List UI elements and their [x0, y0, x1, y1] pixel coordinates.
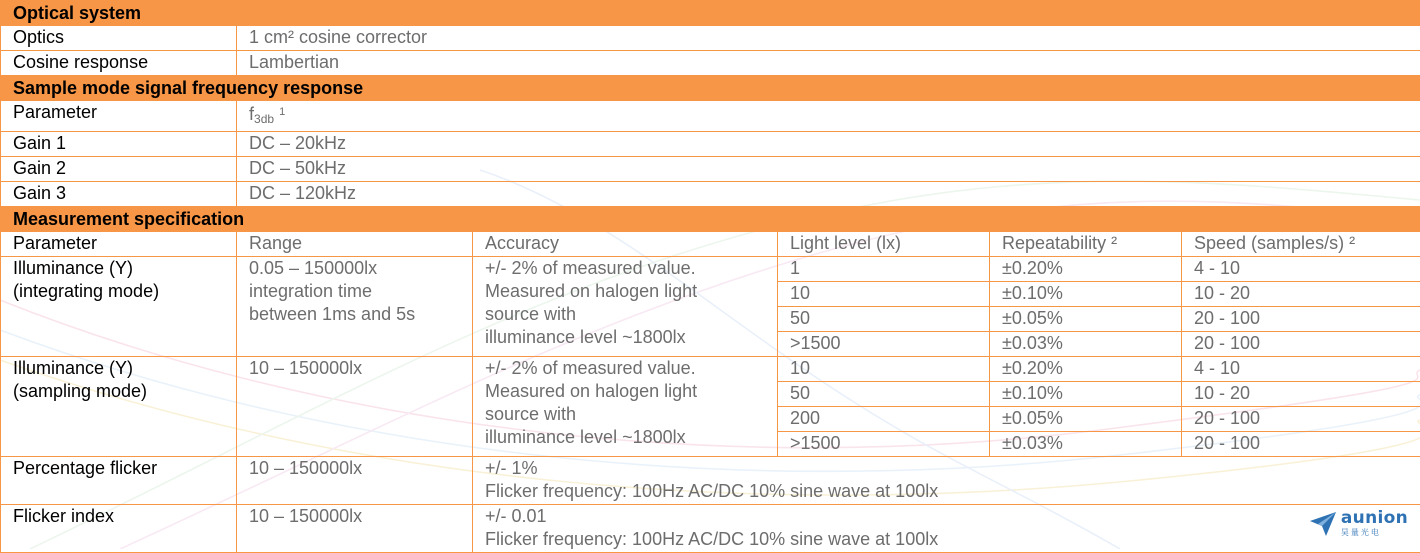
- section-title: Optical system: [1, 1, 1420, 26]
- light-level: 50: [778, 382, 990, 407]
- speed: 20 - 100: [1182, 432, 1420, 457]
- row-label: Gain 3: [1, 182, 237, 207]
- speed: 20 - 100: [1182, 332, 1420, 357]
- accuracy-sampling: +/- 2% of measured value. Measured on halogen light source with illuminance level ~1800lx: [473, 357, 778, 457]
- param-integrating: Illuminance (Y) (integrating mode): [1, 257, 237, 357]
- range-percentage-flicker: 10 – 150000lx: [237, 457, 473, 505]
- table-row: [1, 457, 1420, 505]
- light-level: >1500: [778, 432, 990, 457]
- light-level: 200: [778, 407, 990, 432]
- table-row: [1, 132, 1420, 157]
- param-sampling: Illuminance (Y) (sampling mode): [1, 357, 237, 457]
- col-header-accuracy: Accuracy: [473, 232, 778, 257]
- row-label: Gain 1: [1, 132, 237, 157]
- speed: 20 - 100: [1182, 307, 1420, 332]
- row-label: Gain 2: [1, 157, 237, 182]
- speed: 10 - 20: [1182, 382, 1420, 407]
- row-value: DC – 20kHz: [237, 132, 1420, 157]
- table-row: [1, 357, 1420, 382]
- repeatability: ±0.20%: [990, 257, 1182, 282]
- col-header-speed: Speed (samples/s) ²: [1182, 232, 1420, 257]
- speed: 20 - 100: [1182, 407, 1420, 432]
- col-header-repeatability: Repeatability ²: [990, 232, 1182, 257]
- f-symbol: f: [249, 104, 254, 124]
- row-label: Cosine response: [1, 51, 237, 76]
- section-optical-header: [1, 1, 1420, 26]
- table-row: [1, 101, 1420, 132]
- row-value: Lambertian: [237, 51, 1420, 76]
- light-level: 10: [778, 357, 990, 382]
- range-sampling: 10 – 150000lx: [237, 357, 473, 457]
- logo-subtitle: 昊量光电: [1341, 529, 1408, 537]
- param-percentage-flicker: Percentage flicker: [1, 457, 237, 505]
- table-row: [1, 257, 1420, 282]
- range-flicker-index: 10 – 150000lx: [237, 505, 473, 553]
- speed: 4 - 10: [1182, 357, 1420, 382]
- section-measurement-header: [1, 207, 1420, 232]
- light-level: 10: [778, 282, 990, 307]
- f-subscript: 3db: [254, 112, 274, 126]
- accuracy-percentage-flicker: +/- 1% Flicker frequency: 100Hz AC/DC 10% sine wave at 100lx: [473, 457, 1420, 505]
- repeatability: ±0.20%: [990, 357, 1182, 382]
- light-level: 50: [778, 307, 990, 332]
- range-integrating: 0.05 – 150000lx integration time between 1ms and 5s: [237, 257, 473, 357]
- light-level: >1500: [778, 332, 990, 357]
- col-header-range: Range: [237, 232, 473, 257]
- table-row: [1, 505, 1420, 553]
- section-title: Sample mode signal frequency response: [1, 76, 1420, 101]
- param-flicker-index: Flicker index: [1, 505, 237, 553]
- repeatability: ±0.05%: [990, 407, 1182, 432]
- speed: 4 - 10: [1182, 257, 1420, 282]
- row-value: DC – 50kHz: [237, 157, 1420, 182]
- column-header-row: [1, 232, 1420, 257]
- aunion-logo: [1309, 510, 1408, 537]
- table-row: [1, 51, 1420, 76]
- col-header-parameter: Parameter: [1, 232, 237, 257]
- col-header-light-level: Light level (lx): [778, 232, 990, 257]
- repeatability: ±0.10%: [990, 382, 1182, 407]
- accuracy-integrating: +/- 2% of measured value. Measured on halogen light source with illuminance level ~1800lx: [473, 257, 778, 357]
- row-label: Optics: [1, 26, 237, 51]
- table-row: [1, 182, 1420, 207]
- footnote-mark: 1: [279, 106, 285, 118]
- paper-plane-icon: [1309, 511, 1337, 537]
- row-value: DC – 120kHz: [237, 182, 1420, 207]
- repeatability: ±0.03%: [990, 432, 1182, 457]
- repeatability: ±0.10%: [990, 282, 1182, 307]
- table-row: [1, 157, 1420, 182]
- row-label: Parameter: [1, 101, 237, 132]
- table-row: [1, 26, 1420, 51]
- speed: 10 - 20: [1182, 282, 1420, 307]
- row-value: [237, 101, 1420, 132]
- light-level: 1: [778, 257, 990, 282]
- section-title: Measurement specification: [1, 207, 1420, 232]
- repeatability: ±0.05%: [990, 307, 1182, 332]
- logo-name: aunion: [1341, 510, 1408, 527]
- section-frequency-header: [1, 76, 1420, 101]
- accuracy-flicker-index: +/- 0.01 Flicker frequency: 100Hz AC/DC 10% sine wave at 100lx: [473, 505, 1420, 553]
- row-value: 1 cm² cosine corrector: [237, 26, 1420, 51]
- repeatability: ±0.03%: [990, 332, 1182, 357]
